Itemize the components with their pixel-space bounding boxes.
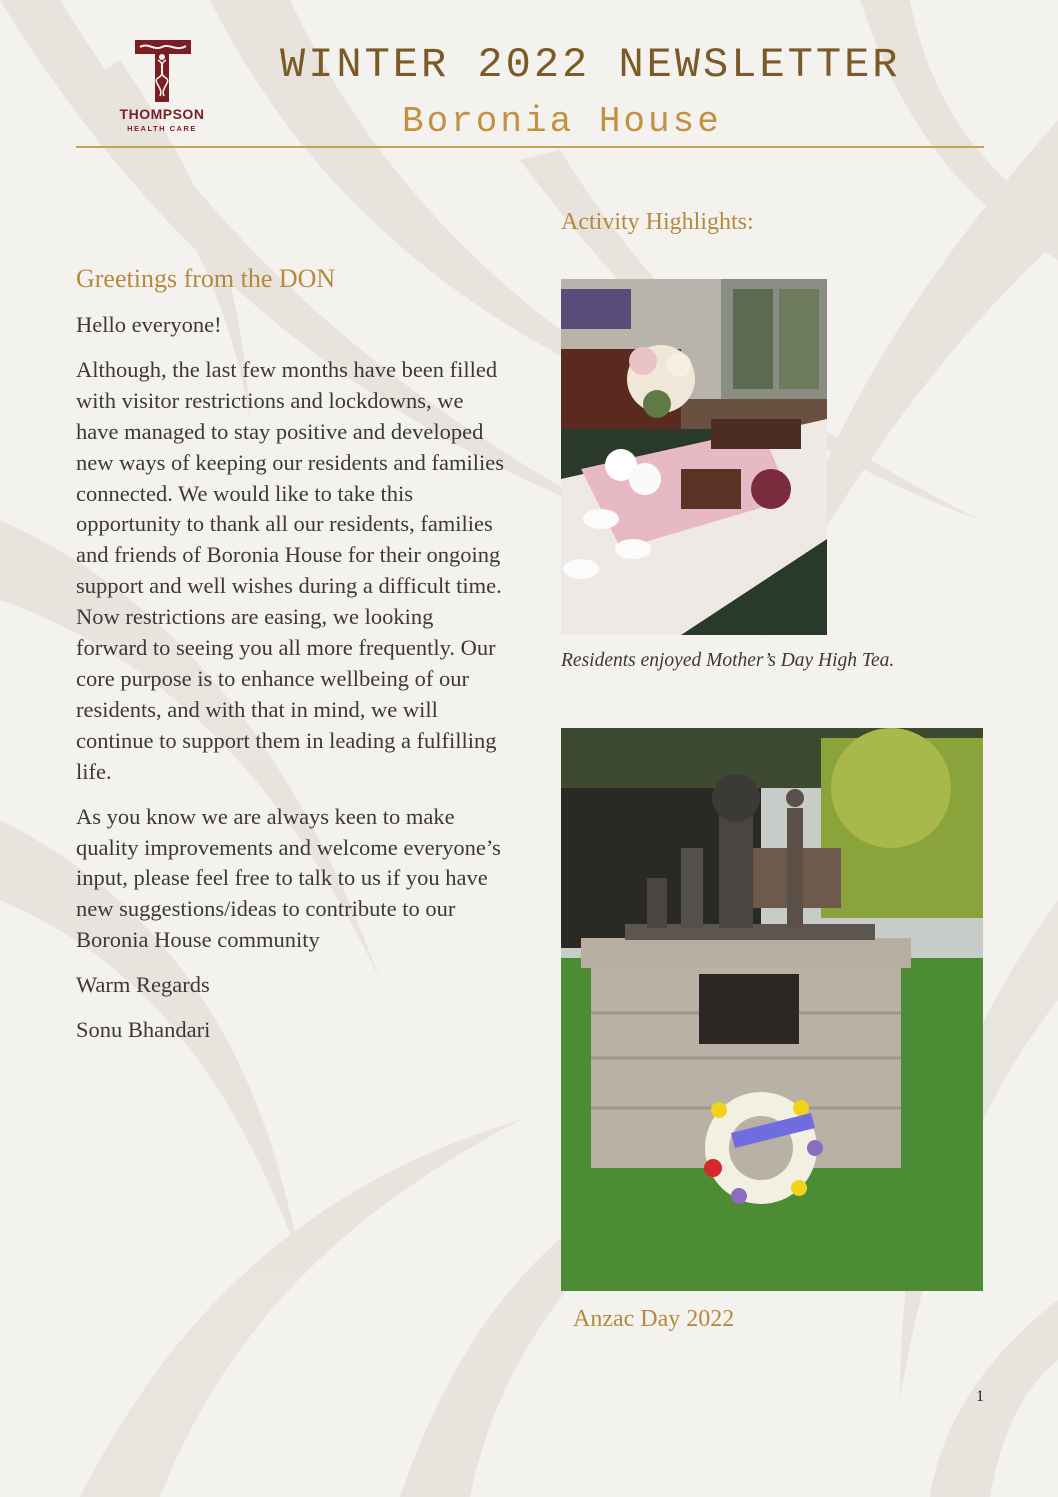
logo-subtitle: HEALTH CARE <box>127 124 197 133</box>
greeting-salutation: Hello everyone! <box>76 312 222 337</box>
greeting-heading: Greetings from the DON <box>76 264 336 293</box>
logo-name: THOMPSON <box>119 106 205 122</box>
photo1-caption: Residents enjoyed Mother’s Day High Tea. <box>561 650 895 671</box>
activity-highlights-heading: Activity Highlights: <box>561 209 754 235</box>
anzac-day-memorial-photo <box>561 728 983 1291</box>
greeting-paragraph: As you know we are always keen to make quality improvements and welcome everyone’s input, please feel free to talk to us if you have new suggestions/ideas to contribute to our Boronia House community <box>76 803 501 953</box>
greeting-signature: Sonu Bhandari <box>76 1017 211 1043</box>
caduceus-t-icon <box>110 38 214 104</box>
newsletter-subtitle: Boronia House <box>402 101 722 142</box>
greeting-paragraph: Although, the last few months have been filled with visitor restrictions and lockdowns, we have managed to stay positive and developed new ways of keeping our residents and families connected. We would like to take this opportunity to thank all our residents, families and friends of Boronia House for their ongoing support and well wishes during a difficult time. Now restrictions are easing, we looking forward to seeing you all more frequently. Our core purpose is to enhance wellbeing of our residents, and with that in mind, we will continue to support them in leading a fulfilling life. <box>76 356 505 784</box>
mothers-day-high-tea-photo <box>561 279 827 635</box>
page-number: 1 <box>976 1388 984 1405</box>
header-divider <box>76 146 984 148</box>
greeting-body <box>76 310 506 1060</box>
thompson-health-care-logo <box>110 38 214 134</box>
newsletter-title: WINTER 2022 NEWSLETTER <box>280 41 901 89</box>
greeting-signoff: Warm Regards <box>76 972 210 998</box>
photo2-caption: Anzac Day 2022 <box>573 1306 735 1332</box>
